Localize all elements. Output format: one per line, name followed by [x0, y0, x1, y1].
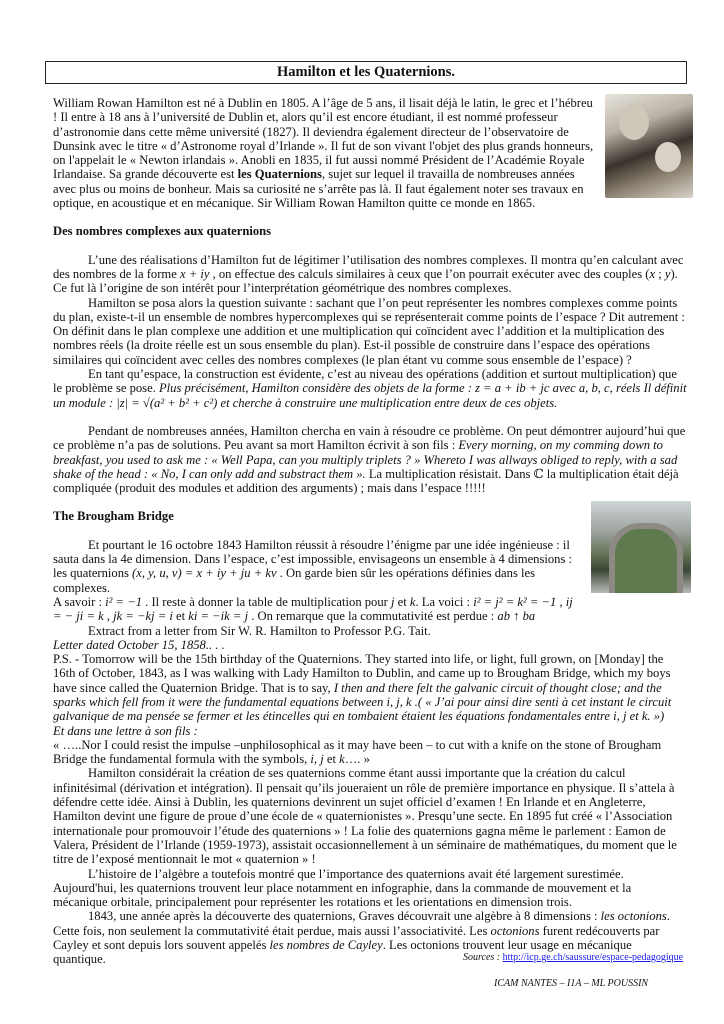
text-run: …. »	[344, 752, 370, 767]
paragraph	[53, 766, 687, 866]
text-run: , sujet sur lequel il travailla de nombreuses années avec plus ou moins de bonheur. Mais sa curiosité ne s’arrête pas là. Il faut également noter ses travaux en optique, en acoustique et en mécanique. Sir William Rowan Hamilton quitte ce monde en 1865.	[53, 167, 584, 211]
text-run: A savoir :	[53, 594, 106, 609]
paragraph	[53, 253, 687, 296]
intro-paragraph	[53, 96, 687, 210]
text-run: , on effectue des calculs similaires à ceux que l’on pourrait exécuter avec des couples (	[209, 266, 650, 281]
text-run: furent redécouverts par Cayley et sont depuis lors souvent appelés	[53, 923, 660, 953]
text-run: L’une des réalisations d’Hamilton fut de légitimer l’utilisation des nombres complexes. Il montra qu’en calculant avec des nombres de la forme	[53, 252, 684, 281]
text-run: I then and there felt the galvanic circuit of thought close; and the sparks which fell from it were the fundamental equations between i, j, k .( « J’ai pour ainsi dire senti à cet instant le circuit galvanique de ma pensée se fermer et les étincelles qui en tombaient étaient les équations fondamentales entre i, j et k. »)	[53, 680, 672, 724]
text-run: Pendant de nombreuses années, Hamilton chercha en vain à résoudre ce problème. On peut démontrer aujourd’hui que ce problème n’a pas de solutions. Peu avant sa mort Hamilton écrivit à son fils :	[53, 423, 686, 453]
document-body	[53, 96, 687, 967]
text-run: En tant qu’espace, la construction est évidente, c’est au niveau des opérations (addition et surtout multiplication) que le problème se pose.	[53, 367, 677, 396]
text-run: ab ↑ ba	[497, 609, 536, 624]
section-heading-complex: Des nombres complexes aux quaternions	[53, 224, 272, 239]
text-run: . Il reste à donner la table de multiplication pour	[142, 594, 391, 609]
text-run: jk = −kj = i	[113, 609, 173, 624]
text-run: . On garde bien sûr les opérations définies dans les complexes.	[53, 566, 535, 595]
paragraph	[53, 595, 687, 624]
text-run: x	[649, 266, 656, 281]
section-heading-bridge: The Brougham Bridge	[53, 509, 174, 524]
text-run: . On remarque que la commutativité est perdue :	[248, 609, 498, 624]
text-run: et	[323, 752, 340, 767]
text-run: . Cette fois, non seulement la commutativité était perdue, mais aussi l’associativité. Les	[53, 909, 670, 938]
text-run: j	[391, 594, 395, 609]
text-run: ,	[103, 609, 114, 624]
text-run: k	[339, 752, 345, 767]
paragraph	[53, 638, 687, 652]
text-run: et	[172, 609, 189, 624]
text-run: P.S. - Tomorrow will be the 15th birthday of the Quaternions. They started into life, or light, full grown, on [Monday] the 16th of October, 1843, as I was walking with Lady Hamilton to Dublin, and came up to Brougham Bridge, which my boys have since called the Quaternion Bridge. That is to say,	[53, 652, 671, 695]
text-run: Et dans une lettre à son fils :	[53, 723, 198, 738]
text-run: octonions	[490, 923, 540, 938]
sources-label: Sources :	[463, 952, 503, 963]
section-complex	[53, 253, 687, 496]
text-run: x + iy	[179, 266, 210, 281]
text-run: Et pourtant le 16 octobre 1843 Hamilton réussit à résoudre l’énigme par une idée ingénieuse : il sauta dans la 4e dimension. Dans l’espace, c’est impossible, envisageons un ensemble à 4 dimensions : les quaternions	[53, 537, 573, 581]
hamilton-portrait-image	[605, 94, 693, 198]
text-run: Hamilton considérait la création de ses quaternions comme étant aussi importante que la création du calcul infinitésimal (dérivation et intégration). Il pensait qu’ils joueraient un rôle de première importance en physique. Il s’attela à défendre cette idée. Ainsi à Dublin, les quaternions devinrent un sujet officiel d’examen ! En Irlande et en Angleterre, Hamilton devint une figure de proue d’une école de « quaternionistes ». Presqu’une secte. En 1895 fut créé « l’Association internationale pour promouvoir l’étude des quaternions » ! La folie des quaternions gagna même le parlement : Eamon de Valera, Président de l’Irlande (1959-1973), assistait occasionnellement à un séminaire de mathématiques, du moment que le titre de l’exposé mentionnait le mot « quaternion » !	[53, 766, 677, 867]
sources-line	[463, 951, 683, 965]
text-run: i, j	[310, 752, 324, 767]
text-run: k	[409, 594, 416, 609]
paragraph	[53, 424, 687, 495]
text-run: i² = j² = k² = −1 , ij = − ji = k	[53, 594, 573, 624]
text-run: Every morning, on my comming down to breakfast, you used to ask me : « Well Papa, can you multiply triplets ? » Whereto I was allways obliged to reply, with a sad shake of the head : « No, I can only add and substract them ».	[53, 438, 678, 481]
text-run: « …..Nor I could resist the impulse –unphilosophical as it may have been – to cut with a knife on the stone of Brougham Bridge the fundamental formula with the symbols,	[53, 737, 662, 767]
text-run: ki = −ik = j	[188, 609, 249, 624]
text-run: Extract from a letter from Sir W. R. Hamilton to Professor P.G. Tait.	[88, 623, 431, 638]
text-run: et	[394, 594, 410, 609]
paragraph	[53, 296, 687, 367]
paragraph	[53, 652, 687, 723]
text-run: Hamilton se posa alors la question suivante : sachant que l’on peut représenter les nombres complexes comme points du plan, existe-t-il un ensemble de nombres hypercomplexes qui se représenterait comme points de l’espace ? Dit autrement : On définit dans le plan complexe une addition et une multiplication qui coïncident avec l’addition et la multiplication des nombres réels (la droite réelle est un sous ensemble du plan). Est-il possible de construire dans l’espace des opérations similaires qui coïncident avec celles des nombres complexes (le plan étant vu comme sous ensemble de l’espace) ?	[53, 295, 685, 367]
text-run: ;	[655, 266, 665, 281]
brougham-bridge-image	[591, 501, 691, 593]
sources-link[interactable]: http://icp.ge.ch/saussure/espace-pedagogique	[502, 952, 684, 963]
page-title: Hamilton et les Quaternions.	[45, 61, 687, 84]
paragraph	[53, 624, 687, 638]
text-run: . La voici :	[415, 594, 474, 609]
text-run: (x, y, u, v) = x + iy + ju + kv	[132, 566, 277, 581]
footer-text: ICAM NANTES – I1A – ML POUSSIN	[494, 978, 649, 989]
paragraph	[53, 738, 687, 767]
text-run: Plus précisément, Hamilton considère des objets de la forme : z = a + ib + jc avec a, b, c, réels Il définit un module : |z| = √(a² + b² + c²) et cherche à construire une multiplication entre deux de ces objets.	[53, 381, 687, 410]
paragraph	[53, 867, 687, 910]
text-run: y	[664, 266, 671, 281]
text-run: La multiplication résistait. Dans ℂ la multiplication était déjà compliquée (produit des modules et addition des arguments) ; mais dans l’espace !!!!!	[53, 466, 679, 496]
text-run: ). Ce fut là l’origine de son intérêt pour l’interprétation géométrique des nombres complexes.	[53, 266, 678, 296]
section-bridge	[53, 538, 687, 967]
text-run: L’histoire de l’algèbre a toutefois montré que l’importance des quaternions avait été largement surestimée. Aujourd'hui, les quaternions trouvent leur place notamment en infographie, dans la commande de mouvement et la mécanique orbitale, principalement pour représenter les rotations et les orientations en dimension trois.	[53, 866, 632, 910]
text-run: 1843, une année après la découverte des quaternions, Graves découvrait une algèbre à 8 dimensions :	[88, 909, 601, 924]
text-run: Letter dated October 15, 1858.. . .	[53, 637, 225, 652]
text-run: William Rowan Hamilton est né à Dublin en 1805. A l’âge de 5 ans, il lisait déjà le latin, le grec et l’hébreu ! Il entre à 18 ans à l’université de Dublin et, alors qu’il est encore étudiant, il est nommé professeur d’astronomie dans cette même université (1827). Il deviendra également directeur de l’observatoire de Dunsink avec le titre « d’Astronome royal d’Irlande ». Il fut de son vivant l'objet des plus grands honneurs, on l'appelait le « Newton irlandais ». Anobli en 1835, il fut aussi nommé Président de l’Académie Royale Irlandaise. Sa grande découverte est	[53, 96, 594, 182]
text-run: les Quaternions	[237, 167, 322, 182]
paragraph	[53, 367, 687, 410]
text-run: les octonions	[600, 909, 667, 924]
text-run: les nombres de Cayley	[269, 938, 383, 953]
text-run: i² = −1	[105, 594, 142, 609]
text-run: . Les octonions trouvent leur usage en mécanique quantique.	[53, 938, 632, 967]
paragraph	[53, 724, 687, 738]
